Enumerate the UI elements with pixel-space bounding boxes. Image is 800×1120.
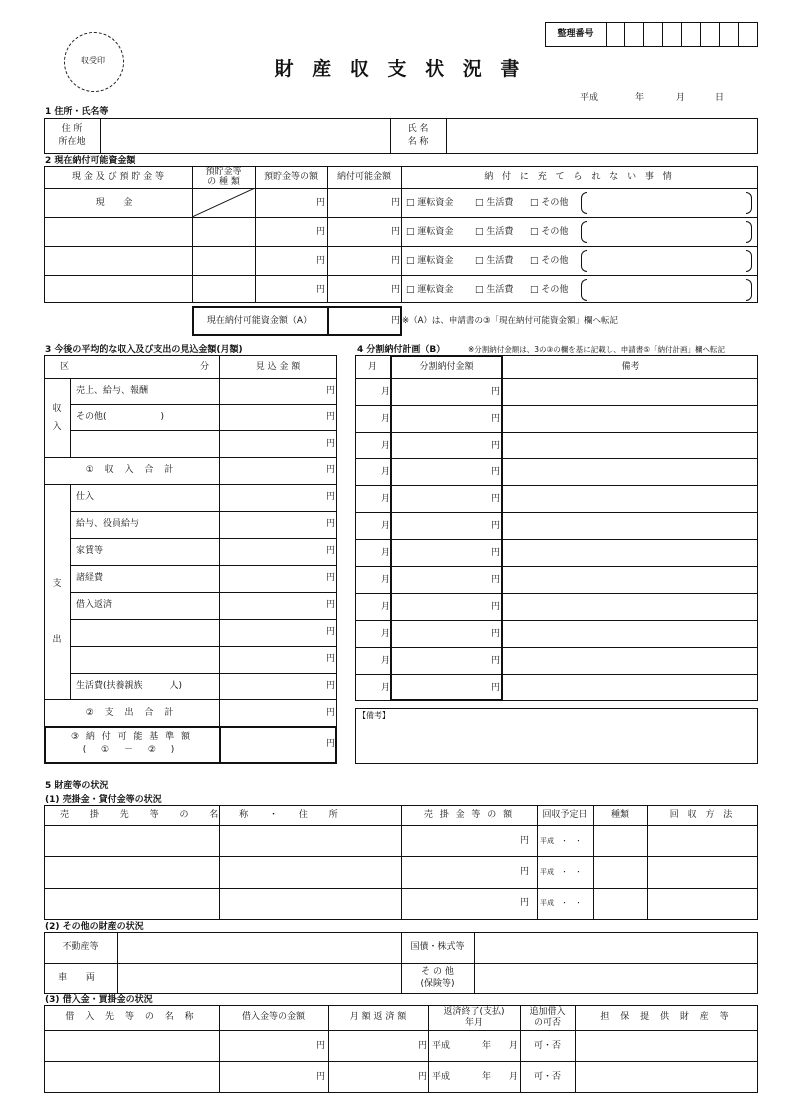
option-living-expenses[interactable]: □ 生活費 bbox=[475, 256, 514, 266]
sec5-heading: 5 財産等の状況 bbox=[45, 781, 109, 791]
sec1-heading: 1 住所・氏名等 bbox=[45, 107, 109, 117]
other-insurance-label-2: (保険等) bbox=[420, 979, 455, 989]
loans-col4-header-2: 年月 bbox=[464, 1018, 483, 1028]
seiri-number-label: 整理番号 bbox=[557, 29, 594, 39]
sec3-amount-header: 見 込 金 額 bbox=[255, 362, 301, 372]
expense-vertical-label: 支 出 bbox=[52, 579, 62, 645]
sec2-col3-header: 預貯金等の額 bbox=[263, 172, 318, 182]
sec5-sub3: (3) 借入金・買掛金の状況 bbox=[45, 995, 153, 1005]
receivables-col4-header: 種類 bbox=[610, 810, 629, 820]
option-other[interactable]: □ その他 bbox=[530, 227, 569, 237]
receivables-col5-header: 回 収 方 法 bbox=[669, 810, 736, 820]
sec5-sub1: (1) 売掛金・貸付金等の状況 bbox=[45, 795, 162, 805]
expense-row-label: 借入返済 bbox=[76, 600, 113, 610]
option-living-expenses[interactable]: □ 生活費 bbox=[475, 227, 514, 237]
date-month: 月 bbox=[676, 93, 686, 103]
total-a-label: 現在納付可能資金額（A） bbox=[206, 316, 313, 326]
sec4-amount-header: 分割納付金額 bbox=[419, 362, 474, 372]
sec5-sub2: (2) その他の財産の状況 bbox=[45, 922, 144, 932]
sec2-col5-header: 納 付 に 充 て ら れ な い 事 情 bbox=[484, 172, 675, 182]
option-living-expenses[interactable]: □ 生活費 bbox=[475, 198, 514, 208]
additional-borrowing-choice[interactable]: 可・否 bbox=[533, 1041, 561, 1051]
option-operating-funds[interactable]: □ 運転資金 bbox=[406, 198, 454, 208]
address-field[interactable] bbox=[101, 119, 389, 153]
loans-col4-header: 返済終了(支払) bbox=[443, 1007, 505, 1017]
income-row-label: 売上、給与、報酬 bbox=[76, 386, 149, 396]
address-label-2: 所在地 bbox=[58, 137, 86, 147]
expense-row-label: 家賃等 bbox=[76, 546, 104, 556]
loans-col1-header: 借 入 先 等 の 名 称 bbox=[65, 1012, 198, 1022]
income-vertical-label: 収 入 bbox=[52, 404, 62, 432]
receivables-col1-header: 売 掛 先 等 の 名 称 ・ 住 所 bbox=[60, 810, 347, 820]
loans-col3-header: 月 額 返 済 額 bbox=[349, 1012, 407, 1022]
diagonal-line bbox=[192, 188, 255, 217]
sec2-col4-header: 納付可能金額 bbox=[336, 172, 391, 182]
sec2-col2-header: 預貯金等 bbox=[205, 167, 242, 177]
sec3-heading: 3 今後の平均的な収入及び支出の見込金額(月額) bbox=[45, 345, 243, 355]
expense-row-label: 仕入 bbox=[76, 492, 95, 502]
expense-total-label: ② 支 出 合 計 bbox=[85, 708, 178, 718]
option-living-expenses[interactable]: □ 生活費 bbox=[475, 285, 514, 295]
real-estate-label: 不動産等 bbox=[62, 942, 99, 952]
cash-row-label: 現 金 bbox=[95, 198, 141, 208]
sec4-note: ※分割納付金額は、3の③の欄を基に記載し、申請書⑤「納付計画」欄へ転記 bbox=[468, 345, 726, 354]
income-row-label: その他( ) bbox=[76, 412, 165, 422]
additional-borrowing-choice[interactable]: 可・否 bbox=[533, 1072, 561, 1082]
remarks-label: 【備考】 bbox=[358, 711, 390, 720]
securities-label: 国債・株式等 bbox=[410, 942, 465, 952]
total-a-field[interactable] bbox=[330, 309, 400, 333]
other-insurance-label: そ の 他 bbox=[421, 967, 454, 977]
name-label: 氏 名 bbox=[407, 124, 429, 134]
remarks-box[interactable] bbox=[355, 708, 758, 764]
option-other[interactable]: □ その他 bbox=[530, 256, 569, 266]
option-operating-funds[interactable]: □ 運転資金 bbox=[406, 256, 454, 266]
total-a-note: ※（A）は、申請書の③「現在納付可能資金額」欄へ転記 bbox=[402, 316, 619, 326]
date-era: 平成 bbox=[580, 93, 599, 103]
loans-col5-header-2: の可否 bbox=[533, 1018, 561, 1028]
base-amount-label: ③ 納 付 可 能 基 準 額 bbox=[70, 732, 193, 742]
option-operating-funds[interactable]: □ 運転資金 bbox=[406, 227, 454, 237]
loans-col2-header: 借入金等の金額 bbox=[241, 1012, 305, 1022]
expense-row-label: 給与、役員給与 bbox=[76, 519, 140, 529]
vehicle-label: 車 両 bbox=[58, 973, 103, 983]
option-other[interactable]: □ その他 bbox=[530, 198, 569, 208]
date-day: 日 bbox=[715, 93, 725, 103]
sec2-col2-header-2: の 種 類 bbox=[207, 177, 240, 187]
base-amount-label-2: ( ① － ② ) bbox=[82, 745, 181, 755]
page-title: 財 産 収 支 状 況 書 bbox=[274, 58, 526, 80]
loans-col6-header: 担 保 提 供 財 産 等 bbox=[600, 1012, 733, 1022]
expense-row-label: 生活費(扶養親族 人) bbox=[76, 681, 183, 691]
receivables-col3-header: 回収予定日 bbox=[542, 810, 588, 820]
option-other[interactable]: □ その他 bbox=[530, 285, 569, 295]
sec2-col1-header: 現 金 及 び 預 貯 金 等 bbox=[71, 172, 165, 182]
sec4-amount-column bbox=[390, 355, 503, 701]
sec4-heading: 4 分割納付計画（B） bbox=[357, 345, 446, 355]
receivables-col2-header: 売 掛 金 等 の 額 bbox=[423, 810, 515, 820]
receipt-stamp-label: 収受印 bbox=[81, 56, 105, 65]
sec4-remarks-header: 備考 bbox=[621, 362, 640, 372]
date-year: 年 bbox=[635, 93, 645, 103]
name-field[interactable] bbox=[447, 119, 757, 153]
sec2-heading: 2 現在納付可能資金額 bbox=[45, 156, 136, 166]
address-label: 住 所 bbox=[61, 124, 83, 134]
expense-row-label: 諸経費 bbox=[76, 573, 104, 583]
loans-col5-header: 追加借入 bbox=[529, 1007, 566, 1017]
income-total-label: ① 収 入 合 計 bbox=[85, 465, 178, 475]
name-label-2: 名 称 bbox=[407, 137, 429, 147]
option-operating-funds[interactable]: □ 運転資金 bbox=[406, 285, 454, 295]
